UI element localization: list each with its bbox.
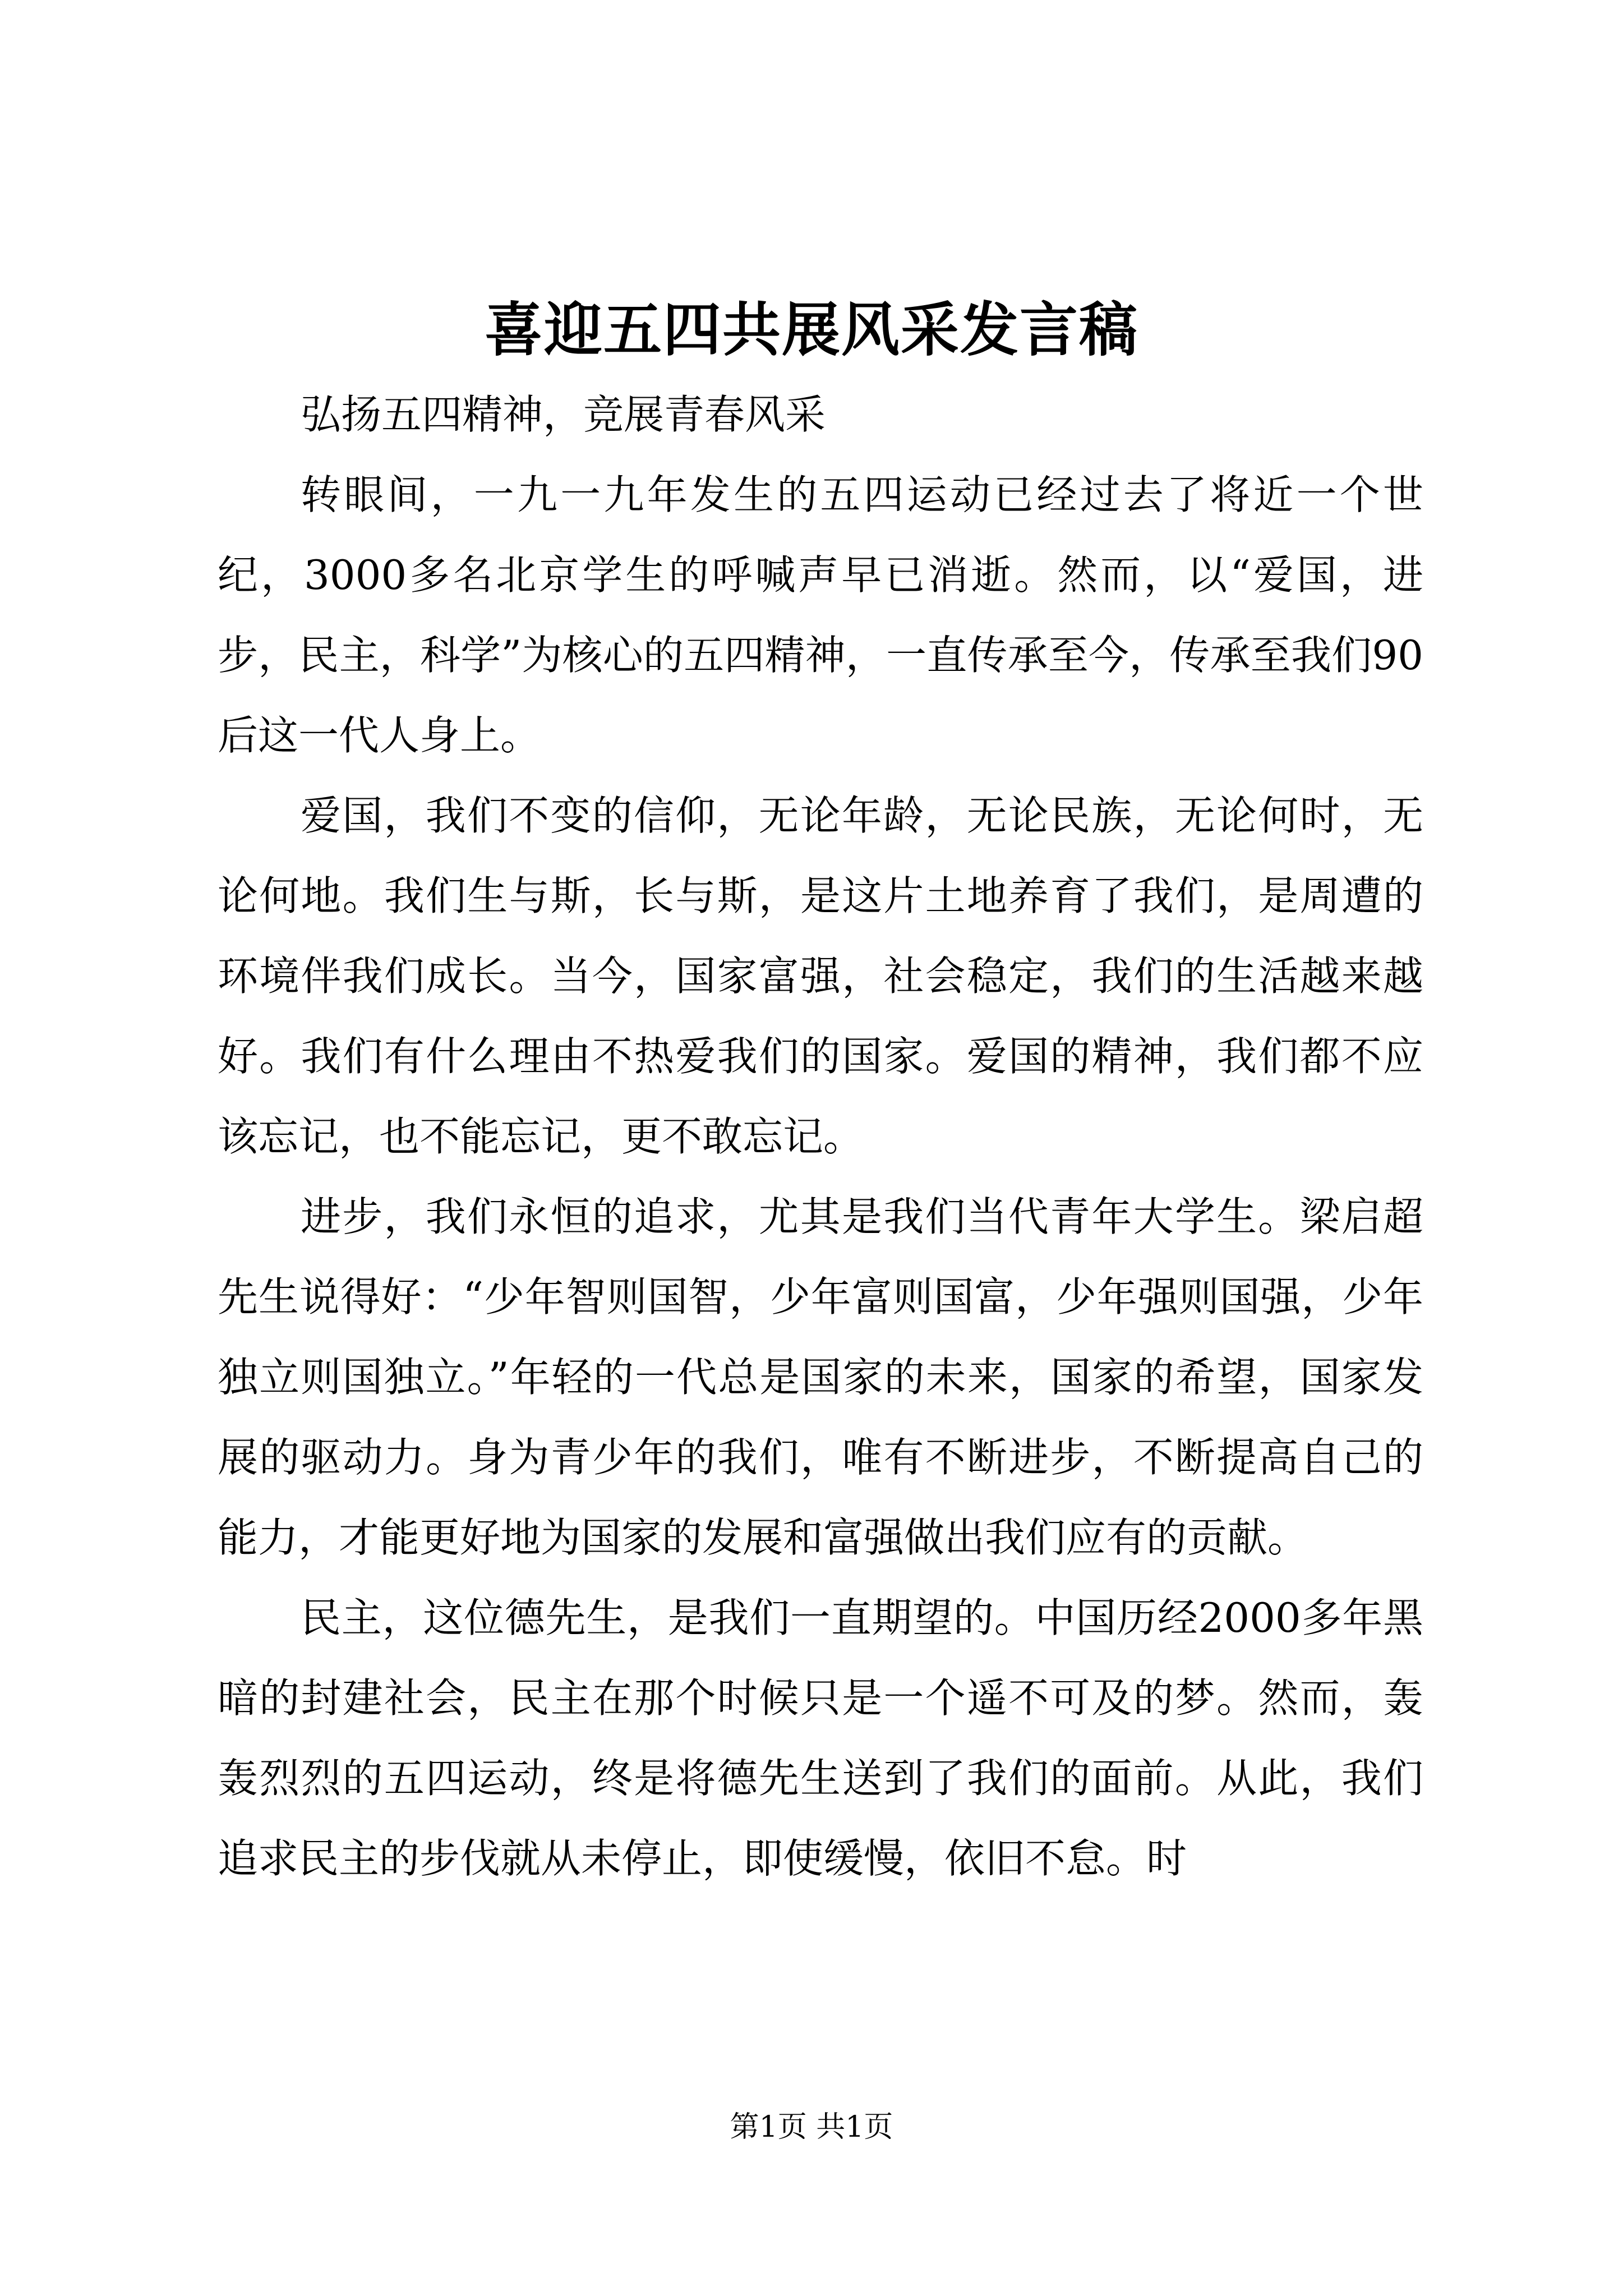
document-body [218, 375, 1423, 1899]
body-paragraph: 进步，我们永恒的追求，尤其是我们当代青年大学生。梁启超先生说得好：“少年智则国智，少年富则国富，少年强则国强，少年独立则国独立。”年轻的一代总是国家的未来，国家的希望，国家发展的驱动力。身为青少年的我们，唯有不断进步，不断提高自己的能力，才能更好地为国家的发展和富强做出我们应有的贡献。 [218, 1193, 1423, 1561]
body-paragraph: 爱国，我们不变的信仰，无论年龄，无论民族，无论何时，无论何地。我们生与斯，长与斯，是这片土地养育了我们，是周遭的环境伴我们成长。当今，国家富强，社会稳定，我们的生活越来越好。我们有什么理由不热爱我们的国家。爱国的精神，我们都不应该忘记，也不能忘记，更不敢忘记。 [218, 792, 1423, 1160]
page-footer: 第1页 共1页 [730, 2110, 893, 2144]
subtitle-paragraph: 弘扬五四精神，竞展青春风采 [301, 391, 826, 438]
document-title: 喜迎五四共展风采发言稿 [484, 295, 1138, 364]
body-paragraph: 民主，这位德先生，是我们一直期望的。中国历经2000多年黑暗的封建社会，民主在那个时候只是一个遥不可及的梦。然而，轰轰烈烈的五四运动，终是将德先生送到了我们的面前。从此，我们追求民主的步伐就从未停止，即使缓慢，依旧不怠。时 [218, 1594, 1423, 1882]
body-paragraph: 转眼间，一九一九年发生的五四运动已经过去了将近一个世纪，3000多名北京学生的呼喊声早已消逝。然而，以“爱国，进步，民主，科学”为核心的五四精神，一直传承至今，传承至我们90后这一代人身上。 [218, 471, 1423, 759]
